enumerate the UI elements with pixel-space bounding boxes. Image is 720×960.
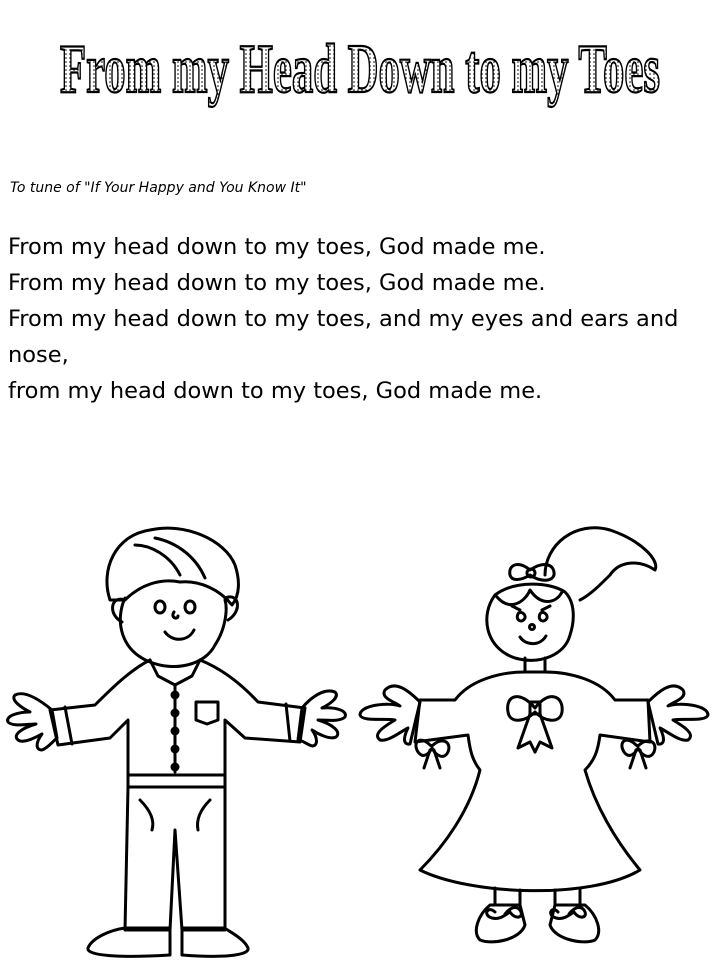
girl-waist-bow <box>508 697 563 721</box>
girl-sleeve-bow-right <box>622 740 655 756</box>
verse-line: From my head down to my toes, God made me. <box>8 270 546 296</box>
boy-eye-right <box>185 601 195 613</box>
verse-line: from my head down to my toes, God made me. <box>8 378 543 404</box>
boy-hair <box>107 528 238 605</box>
girl-shoe-left <box>476 905 525 942</box>
verse-line: From my head down to my toes, God made me. <box>8 234 546 260</box>
boy-shirt <box>50 660 305 775</box>
girl-mouth <box>520 636 546 644</box>
boy-hand-right <box>298 691 345 746</box>
boy-pocket <box>196 702 218 724</box>
girl-eye-left <box>517 612 525 621</box>
boy-head <box>120 598 226 667</box>
boy-eye-left <box>155 601 165 613</box>
verse-line: From my head down to my toes, and my eyes and ears and nose, <box>8 306 679 368</box>
boy-shoe-left <box>88 928 170 956</box>
girl-hand-right <box>648 686 708 744</box>
boy-shoe-right <box>182 928 248 956</box>
boy-pants <box>125 787 225 930</box>
tune-note: To tune of "If Your Happy and You Know It" <box>10 180 307 196</box>
boy-hand-left <box>8 694 57 750</box>
boy-belt <box>128 775 225 787</box>
girl-eye-right <box>539 612 547 621</box>
song-verses <box>8 229 716 409</box>
girl-figure <box>360 528 708 942</box>
coloring-illustration <box>0 500 720 960</box>
boy-figure <box>8 528 346 956</box>
title-banner <box>0 0 720 150</box>
girl-hand-left <box>360 686 420 744</box>
page-title: From my Head Down to my Toes <box>60 31 660 108</box>
boy-mouth <box>165 630 194 639</box>
